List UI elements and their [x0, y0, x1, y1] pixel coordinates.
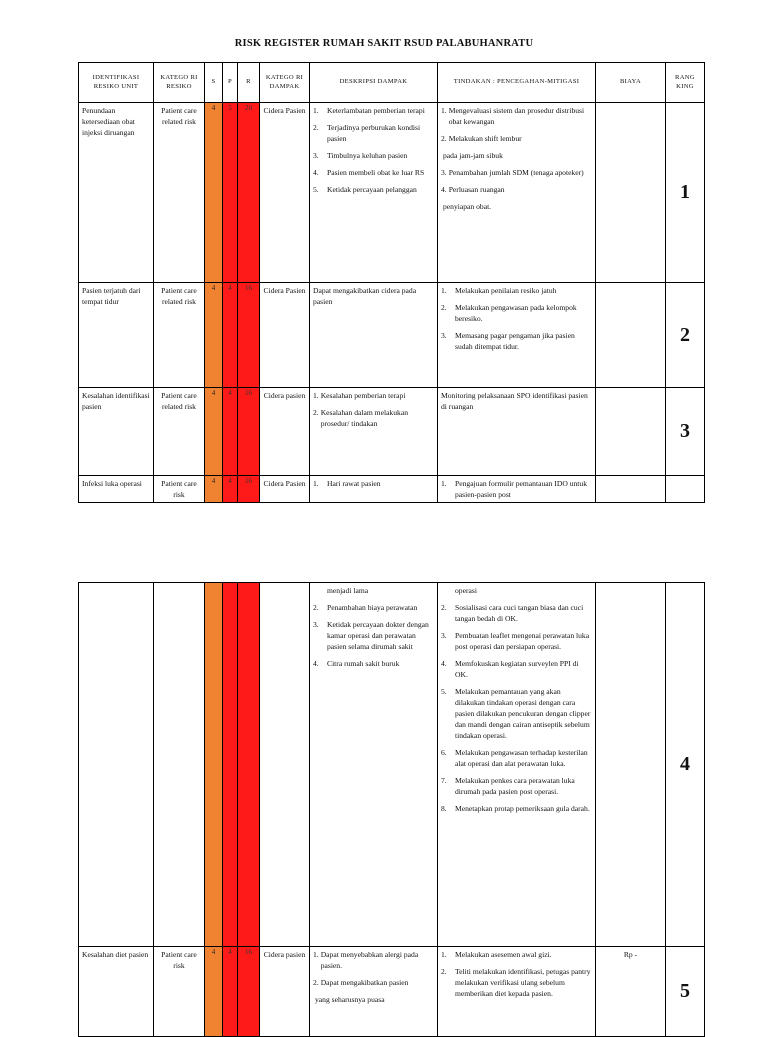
cell-p — [223, 583, 238, 947]
list-item: 2. Terjadinya perburukan kondisi pasien — [313, 123, 421, 143]
cell-biaya — [596, 583, 666, 947]
cell-rank: 3 — [666, 388, 705, 476]
cell-kategori: Patient care risk — [154, 947, 205, 1037]
list-item: 5. Melakukan pemantauan yang akan dilakukan tindakan operasi dengan cara pasien dilakukan pencukuran dengan clipper dan mandi dengan cairan antiseptik sebelum tindakan operasi. — [441, 687, 591, 740]
list-item: pada jam-jam sibuk — [443, 151, 503, 160]
list-item: 8. Menetapkan protap pemeriksaan gula darah. — [441, 804, 590, 813]
header-p: P — [223, 63, 238, 103]
risk-register-table-page2 — [78, 582, 705, 1037]
cell-s: 4 — [205, 103, 223, 283]
list-item: 4. Pasien membeli obat ke luar RS — [313, 168, 425, 177]
cell-r: 20 — [238, 103, 260, 283]
cell-kategori: Patient care related risk — [154, 388, 205, 476]
cell-deskripsi — [310, 388, 438, 476]
cell-tindakan: Monitoring pelaksanaan SPO identifikasi pasien di ruangan — [438, 388, 596, 476]
cell-tindakan — [438, 583, 596, 947]
table-row — [79, 388, 705, 476]
cell-identifikasi: Pasien terjatuh dari tempat tidur — [79, 283, 154, 388]
list-item: 1. Hari rawat pasien — [313, 479, 381, 488]
list-item: 3. Ketidak percayaan dokter dengan kamar operasi dan perawatan pasien selama dirumah sakit — [313, 620, 429, 651]
cell-biaya — [596, 476, 666, 503]
table-row — [79, 476, 705, 503]
cell-p: 4 — [223, 476, 238, 503]
header-kategori-dampak: KATEGO RI DAMPAK — [260, 63, 310, 103]
list-item: 1. Pengajuan formulir pemantauan IDO untuk pasien-pasien post — [441, 479, 588, 499]
cell-rank: 5 — [666, 947, 705, 1037]
cell-identifikasi: Kesalahan diet pasien — [79, 947, 154, 1037]
list-item: 3. Penambahan jumlah SDM (tenaga apoteker) — [441, 168, 584, 177]
list-item: 7. Melakukan penkes cara perawatan luka dirumah pada pasien post operasi. — [441, 776, 575, 796]
cell-s: 4 — [205, 947, 223, 1037]
list-item: 3. Pembuatan leaflet mengenai perawatan luka post operasi dan persiapan operasi. — [441, 631, 590, 651]
document-title: RISK REGISTER RUMAH SAKIT RSUD PALABUHANRATU — [234, 38, 534, 49]
cell-deskripsi — [310, 103, 438, 283]
cell-r: 16 — [238, 476, 260, 503]
header-ranking: RANG KING — [666, 63, 705, 103]
list-item: 6. Melakukan pengawasan terhadap kesterilan alat operasi dan alat perawatan luka. — [441, 748, 588, 768]
header-row — [79, 63, 705, 103]
list-item: 4. Citra rumah sakit buruk — [313, 659, 400, 668]
header-deskripsi: DESKRIPSI DAMPAK — [310, 63, 438, 103]
cell-deskripsi — [310, 583, 438, 947]
table-row — [79, 947, 705, 1037]
cell-p: 4 — [223, 283, 238, 388]
cell-dampak — [260, 583, 310, 947]
cell-r: 16 — [238, 388, 260, 476]
list-item: operasi — [455, 586, 477, 595]
cell-s: 4 — [205, 476, 223, 503]
cell-identifikasi: Penundaan ketersediaan obat injeksi diruangan — [79, 103, 154, 283]
cell-deskripsi: Dapat mengakibatkan cidera pada pasien — [310, 283, 438, 388]
cell-biaya — [596, 103, 666, 283]
list-item: penyiapan obat. — [443, 202, 492, 211]
list-item: yang seharusnya puasa — [315, 995, 385, 1004]
list-item: 2. Dapat mengakibatkan pasien — [313, 978, 409, 987]
cell-s: 4 — [205, 388, 223, 476]
list-item: 1. Melakukan penilaian resiko jatuh — [441, 286, 557, 295]
list-item: 1. Melakukan asesemen awal gizi. — [441, 950, 552, 959]
list-item: 2. Kesalahan dalam melakukan prosedur/ tindakan — [313, 408, 408, 428]
cell-tindakan — [438, 103, 596, 283]
cell-rank: 2 — [666, 283, 705, 388]
cell-r: 16 — [238, 283, 260, 388]
cell-p: 5 — [223, 103, 238, 283]
table-row — [79, 103, 705, 283]
list-item: 2. Sosialisasi cara cuci tangan biasa dan cuci tangan bedah di OK. — [441, 603, 584, 623]
cell-rank: 1 — [666, 103, 705, 283]
cell-s — [205, 583, 223, 947]
header-s: S — [205, 63, 223, 103]
cell-r — [238, 583, 260, 947]
list-item: 2. Melakukan pengawasan pada kelompok beresiko. — [441, 303, 577, 323]
cell-s: 4 — [205, 283, 223, 388]
risk-register-table-page1 — [78, 62, 705, 503]
cell-identifikasi: Kesalahan identifikasi pasien — [79, 388, 154, 476]
cell-dampak: Cidera Pasien — [260, 476, 310, 503]
list-item: 1. Keterlambatan pemberian terapi — [313, 106, 425, 115]
cell-rank: 4 — [666, 583, 705, 947]
list-item: 4. Memfokuskan kegiatan surveylen PPI di OK. — [441, 659, 579, 679]
cell-r: 16 — [238, 947, 260, 1037]
list-item: 4. Perluasan ruangan — [441, 185, 505, 194]
list-item: 2. Melakukan shift lembur — [441, 134, 522, 143]
cell-dampak: Cidera Pasien — [260, 283, 310, 388]
cell-tindakan — [438, 283, 596, 388]
cell-identifikasi — [79, 583, 154, 947]
cell-tindakan — [438, 476, 596, 503]
table-row-continuation — [79, 583, 705, 947]
cell-dampak: Cidera pasien — [260, 388, 310, 476]
list-item: 2. Penambahan biaya perawatan — [313, 603, 418, 612]
list-item: 3. Memasang pagar pengaman jika pasien sudah ditempat tidur. — [441, 331, 575, 351]
cell-biaya — [596, 283, 666, 388]
cell-rank — [666, 476, 705, 503]
cell-p: 4 — [223, 947, 238, 1037]
header-kategori-resiko: KATEGO RI RESIKO — [154, 63, 205, 103]
list-item: 3. Timbulnya keluhan pasien — [313, 151, 408, 160]
list-item: 1. Mengevaluasi sistem dan prosedur distribusi obat kewangan — [441, 106, 585, 126]
table-row — [79, 283, 705, 388]
header-tindakan: TINDAKAN : PENCEGAHAN-MITIGASI — [438, 63, 596, 103]
header-r: R — [238, 63, 260, 103]
list-item: 2. Teliti melakukan identifikasi, petugas pantry melakukan verifikasi ulang sebelum memberikan diet kepada pasien. — [441, 967, 591, 998]
list-item: 1. Kesalahan pemberian terapi — [313, 391, 406, 400]
cell-kategori — [154, 583, 205, 947]
cell-biaya — [596, 388, 666, 476]
cell-tindakan — [438, 947, 596, 1037]
header-biaya: BIAYA — [596, 63, 666, 103]
list-item: 1. Dapat menyebabkan alergi pada pasien. — [313, 950, 419, 970]
cell-kategori: Patient care related risk — [154, 103, 205, 283]
header-identifikasi: IDENTIFIKASI RESIKO UNIT — [79, 63, 154, 103]
cell-kategori: Patient care related risk — [154, 283, 205, 388]
cell-dampak: Cidera pasien — [260, 947, 310, 1037]
cell-biaya: Rp - — [596, 947, 666, 1037]
cell-dampak: Cidera Pasien — [260, 103, 310, 283]
list-item: menjadi lama — [327, 586, 369, 595]
cell-p: 4 — [223, 388, 238, 476]
cell-deskripsi — [310, 947, 438, 1037]
cell-kategori: Patient care risk — [154, 476, 205, 503]
list-item: 5. Ketidak percayaan pelanggan — [313, 185, 417, 194]
cell-identifikasi: Infeksi luka operasi — [79, 476, 154, 503]
cell-deskripsi — [310, 476, 438, 503]
